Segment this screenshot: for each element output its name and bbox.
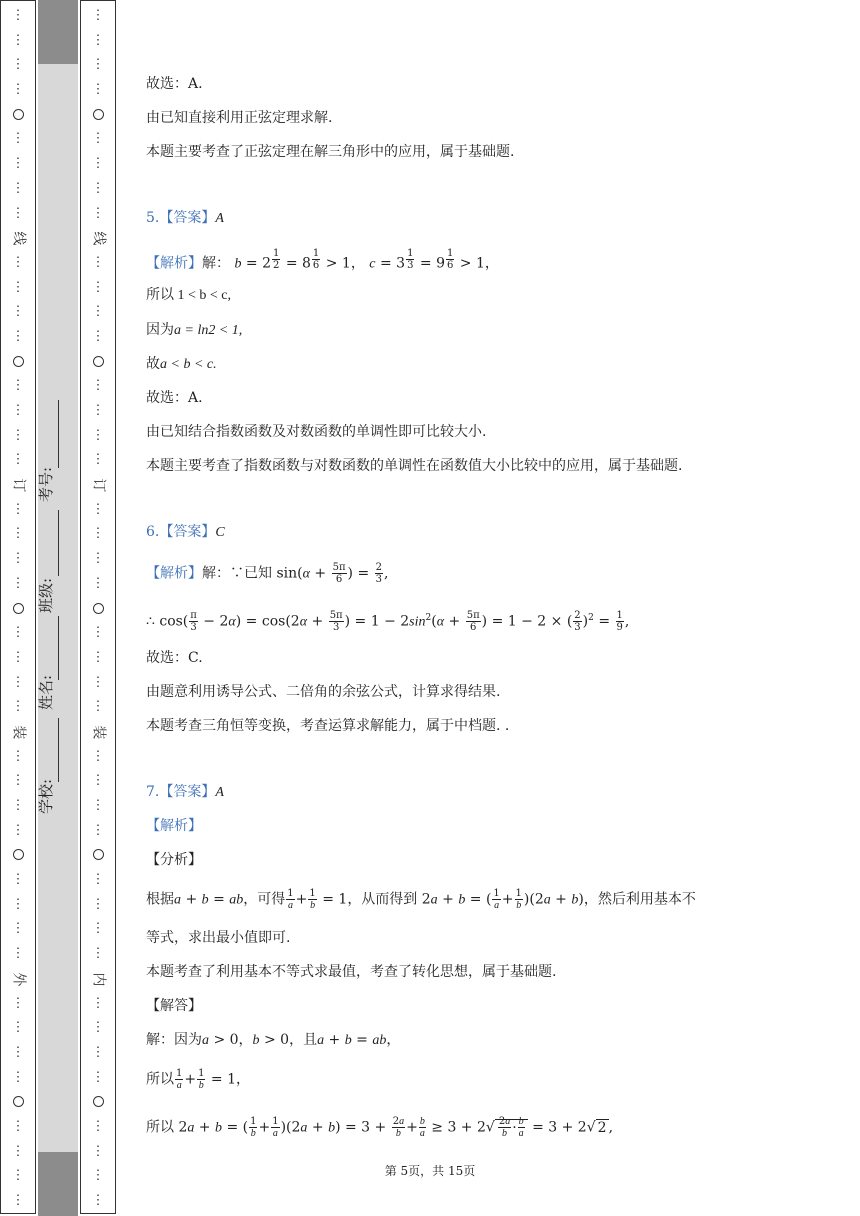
binding-dots: ⋮ bbox=[11, 131, 25, 147]
binding-dots: ⋮ bbox=[11, 403, 25, 418]
binding-circle-row bbox=[80, 843, 116, 868]
q7-fenxi-tag: 【分析】 bbox=[146, 852, 202, 868]
outer-binding-label: 订 bbox=[10, 478, 27, 493]
binding-dots: ⋮ bbox=[91, 921, 105, 937]
binding-dots: ⋮ bbox=[11, 254, 25, 270]
binding-dots: ⋮ bbox=[11, 180, 25, 196]
field-school: 学校: bbox=[37, 778, 56, 815]
q4-choice: 故选：A. bbox=[146, 76, 203, 92]
binding-dots: ⋮ bbox=[11, 921, 25, 937]
binding-circle-row bbox=[0, 103, 36, 128]
binding-circle-row bbox=[80, 1090, 116, 1115]
binding-dots: ⋮ bbox=[91, 625, 105, 641]
binding-dots: ⋮ bbox=[91, 427, 105, 443]
q7-analysis-tag: 【解析】 bbox=[146, 818, 202, 834]
binding-dots: ⋮ bbox=[11, 279, 25, 295]
q5-comment: 本题主要考查了指数函数与对数函数的单调性在函数值大小比较中的应用，属于基础题. bbox=[146, 458, 683, 474]
binding-dots: ⋮ bbox=[11, 1118, 25, 1134]
inner-binding-label: 订 bbox=[90, 478, 107, 493]
binding-dots: ⋮ bbox=[91, 8, 105, 23]
binding-circle-row bbox=[0, 1090, 36, 1115]
binding-dots: ⋮ bbox=[11, 156, 25, 172]
binding-dots: ⋮ bbox=[11, 1069, 25, 1085]
field-class: 班级: bbox=[37, 577, 56, 614]
q7-answer-heading: 7.【答案】A bbox=[146, 784, 224, 800]
binding-dots: ⋮ bbox=[11, 526, 25, 542]
binding-dots: ⋮ bbox=[91, 551, 105, 567]
binding-dots: ⋮ bbox=[91, 131, 105, 147]
binding-dots: ⋮ bbox=[91, 1020, 105, 1036]
binding-dots: ⋮ bbox=[91, 304, 105, 320]
inner-binding-label: 线 bbox=[90, 231, 107, 246]
binding-dots: ⋮ bbox=[11, 57, 25, 73]
q5-choice: 故选：A. bbox=[146, 390, 203, 406]
binding-dots: ⋮ bbox=[11, 8, 25, 23]
binding-circle-icon bbox=[93, 1096, 104, 1107]
binding-dots: ⋮ bbox=[11, 946, 25, 962]
field-name: 姓名: bbox=[37, 674, 56, 711]
binding-dots: ⋮ bbox=[11, 872, 25, 888]
binding-circle-icon bbox=[93, 849, 104, 860]
binding-dots: ⋮ bbox=[11, 452, 25, 468]
q7-solve-3: 所以 2a + b = ( $\frac{1}{b}$ + $\frac{1}{a}$ )(2a + b) = 3 + $\frac{2a}{b}$ + $\frac{b}{a}$ ≥ 3 + 2√ $\frac{2a}{b}$ · $\frac{b}{a}$ = 3 + 2√ 2 , bbox=[146, 1116, 614, 1139]
binding-dots: ⋮ bbox=[11, 674, 25, 690]
binding-dots: ⋮ bbox=[11, 896, 25, 912]
binding-dots: ⋮ bbox=[11, 773, 25, 789]
binding-dots: ⋮ bbox=[91, 872, 105, 888]
binding-dots: ⋮ bbox=[11, 748, 25, 764]
binding-circle-row bbox=[0, 843, 36, 868]
q6-analysis-line: 【解析】解：∵已知 sin(α + $\frac{5\pi}{6}$ ) = $\frac{2}{3}$ , bbox=[146, 562, 389, 585]
binding-dots: ⋮ bbox=[91, 674, 105, 690]
binding-circle-icon bbox=[13, 849, 24, 860]
binding-dots: ⋮ bbox=[91, 501, 105, 517]
q7-comment: 本题考查了利用基本不等式求最值，考查了转化思想，属于基础题. bbox=[146, 964, 557, 980]
binding-dots: ⋮ bbox=[91, 328, 105, 344]
binding-circle-row bbox=[80, 597, 116, 622]
binding-circle-icon bbox=[93, 603, 104, 614]
binding-circle-row bbox=[80, 103, 116, 128]
field-school-line bbox=[58, 718, 59, 782]
field-id-line bbox=[58, 400, 59, 468]
binding-dots: ⋮ bbox=[11, 1020, 25, 1036]
binding-dots: ⋮ bbox=[11, 575, 25, 591]
q4-comment: 本题主要考查了正弦定理在解三角形中的应用，属于基础题. bbox=[146, 144, 515, 160]
field-id: 考号: bbox=[37, 466, 56, 503]
binding-dots: ⋮ bbox=[11, 32, 25, 48]
binding-dots: ⋮ bbox=[91, 946, 105, 962]
binding-dots: ⋮ bbox=[91, 452, 105, 468]
q5-hint: 由已知结合指数函数及对数函数的单调性即可比较大小. bbox=[146, 424, 487, 440]
q7-analysis-text: 根据a + b = ab，可得 $\frac{1}{a}$ + $\frac{1}{b}$ = 1，从而得到 2a + b = ( $\frac{1}{a}$ + $\frac{1}{b}$ )(2a + b)，然后利用基本不 bbox=[146, 888, 696, 911]
binding-dots: ⋮ bbox=[11, 1168, 25, 1184]
binding-dots: ⋮ bbox=[91, 32, 105, 48]
strip-top-block bbox=[38, 0, 78, 64]
binding-dots: ⋮ bbox=[11, 699, 25, 715]
binding-dots: ⋮ bbox=[91, 575, 105, 591]
field-name-line bbox=[58, 616, 59, 680]
binding-dots: ⋮ bbox=[91, 699, 105, 715]
binding-circle-icon bbox=[13, 1096, 24, 1107]
binding-dots: ⋮ bbox=[91, 773, 105, 789]
binding-dots: ⋮ bbox=[11, 427, 25, 443]
q6-derivation: ∴ cos( $\frac{\pi}{3}$ − 2α) = cos(2α + $\frac{5\pi}{3}$ ) = $1 - 2\sin^2(\alpha$ + $\frac{5\pi}{6}$ ) = 1 − 2 × ( $\frac{2}{3}$ )$^2$ = $\frac{1}{9}$ , bbox=[146, 610, 630, 634]
binding-dots: ⋮ bbox=[91, 254, 105, 270]
q6-answer-heading: 6.【答案】C bbox=[146, 524, 225, 540]
binding-dots: ⋮ bbox=[11, 304, 25, 320]
binding-dots: ⋮ bbox=[91, 57, 105, 73]
q7-solve-2: 所以 $\frac{1}{a}$ + $\frac{1}{b}$ = 1， bbox=[146, 1068, 251, 1091]
binding-circle-icon bbox=[93, 109, 104, 120]
binding-dots: ⋮ bbox=[91, 1168, 105, 1184]
q5-line4: 故a < b < c. bbox=[146, 356, 217, 372]
binding-dots: ⋮ bbox=[11, 649, 25, 665]
binding-dots: ⋮ bbox=[11, 378, 25, 394]
binding-dots: ⋮ bbox=[11, 995, 25, 1011]
binding-circle-row bbox=[80, 350, 116, 375]
binding-dots: ⋮ bbox=[11, 625, 25, 641]
q5-line3: 因为a = ln2 < 1, bbox=[146, 322, 243, 338]
binding-circle-row bbox=[0, 597, 36, 622]
binding-circle-row bbox=[0, 350, 36, 375]
q7-jieda-tag: 【解答】 bbox=[146, 998, 202, 1014]
field-class-line bbox=[58, 510, 59, 576]
binding-dots: ⋮ bbox=[11, 551, 25, 567]
q6-hint: 由题意利用诱导公式、二倍角的余弦公式，计算求得结果. bbox=[146, 684, 501, 700]
binding-dots: ⋮ bbox=[91, 279, 105, 295]
binding-dots: ⋮ bbox=[11, 822, 25, 838]
inner-binding-label: 内 bbox=[90, 972, 107, 987]
binding-dots: ⋮ bbox=[91, 822, 105, 838]
outer-dot-column bbox=[0, 4, 36, 1214]
binding-dots: ⋮ bbox=[91, 82, 105, 98]
binding-dots: ⋮ bbox=[91, 526, 105, 542]
binding-dots: ⋮ bbox=[91, 748, 105, 764]
binding-dots: ⋮ bbox=[11, 82, 25, 98]
binding-dots: ⋮ bbox=[11, 205, 25, 221]
binding-circle-icon bbox=[13, 603, 24, 614]
binding-circle-icon bbox=[13, 356, 24, 367]
q5-line2: 所以 1 < b < c, bbox=[146, 288, 232, 303]
outer-binding-label: 线 bbox=[10, 231, 27, 246]
binding-dots: ⋮ bbox=[91, 205, 105, 221]
binding-dots: ⋮ bbox=[91, 995, 105, 1011]
binding-dots: ⋮ bbox=[91, 156, 105, 172]
q6-choice: 故选：C. bbox=[146, 650, 203, 666]
outer-binding-label: 装 bbox=[10, 725, 27, 740]
binding-dots: ⋮ bbox=[11, 1143, 25, 1159]
binding-dots: ⋮ bbox=[91, 1143, 105, 1159]
q4-hint: 由已知直接利用正弦定理求解. bbox=[146, 110, 333, 126]
binding-circle-icon bbox=[93, 356, 104, 367]
binding-dots: ⋮ bbox=[11, 798, 25, 813]
binding-dots: ⋮ bbox=[91, 798, 105, 813]
q6-comment: 本题考查三角恒等变换，考查运算求解能力，属于中档题. . bbox=[146, 718, 510, 734]
q5-answer-heading: 5.【答案】A bbox=[146, 210, 224, 226]
binding-dots: ⋮ bbox=[91, 1044, 105, 1060]
q7-solve-1: 解：因为a > 0，b > 0，且a + b = ab， bbox=[146, 1032, 401, 1048]
binding-dots: ⋮ bbox=[11, 1044, 25, 1060]
binding-dots: ⋮ bbox=[91, 1069, 105, 1085]
q5-analysis-line: 【解析】解： b = 2 $^{\frac{1}{2}}$ = 8 $^{\frac{1}{6}}$ > 1， c = 3 $^{\frac{1}{3}}$ = 9 $^{\frac{1}{6}}$ > 1， bbox=[146, 248, 499, 272]
binding-margin bbox=[0, 0, 118, 1216]
binding-dots: ⋮ bbox=[91, 378, 105, 394]
binding-dots: ⋮ bbox=[91, 896, 105, 912]
binding-dots: ⋮ bbox=[11, 1193, 25, 1208]
inner-binding-label: 装 bbox=[90, 725, 107, 740]
outer-binding-label: 外 bbox=[10, 972, 27, 987]
q7-analysis-text2: 等式，求出最小值即可. bbox=[146, 930, 291, 946]
binding-dots: ⋮ bbox=[91, 1118, 105, 1134]
binding-dots: ⋮ bbox=[91, 1193, 105, 1208]
binding-dots: ⋮ bbox=[91, 180, 105, 196]
binding-dots: ⋮ bbox=[91, 403, 105, 418]
binding-dots: ⋮ bbox=[11, 501, 25, 517]
inner-dot-column bbox=[80, 4, 116, 1214]
binding-dots: ⋮ bbox=[11, 328, 25, 344]
binding-circle-icon bbox=[13, 109, 24, 120]
binding-dots: ⋮ bbox=[91, 649, 105, 665]
page-footer: 第 5页，共 15页 bbox=[384, 1164, 476, 1178]
